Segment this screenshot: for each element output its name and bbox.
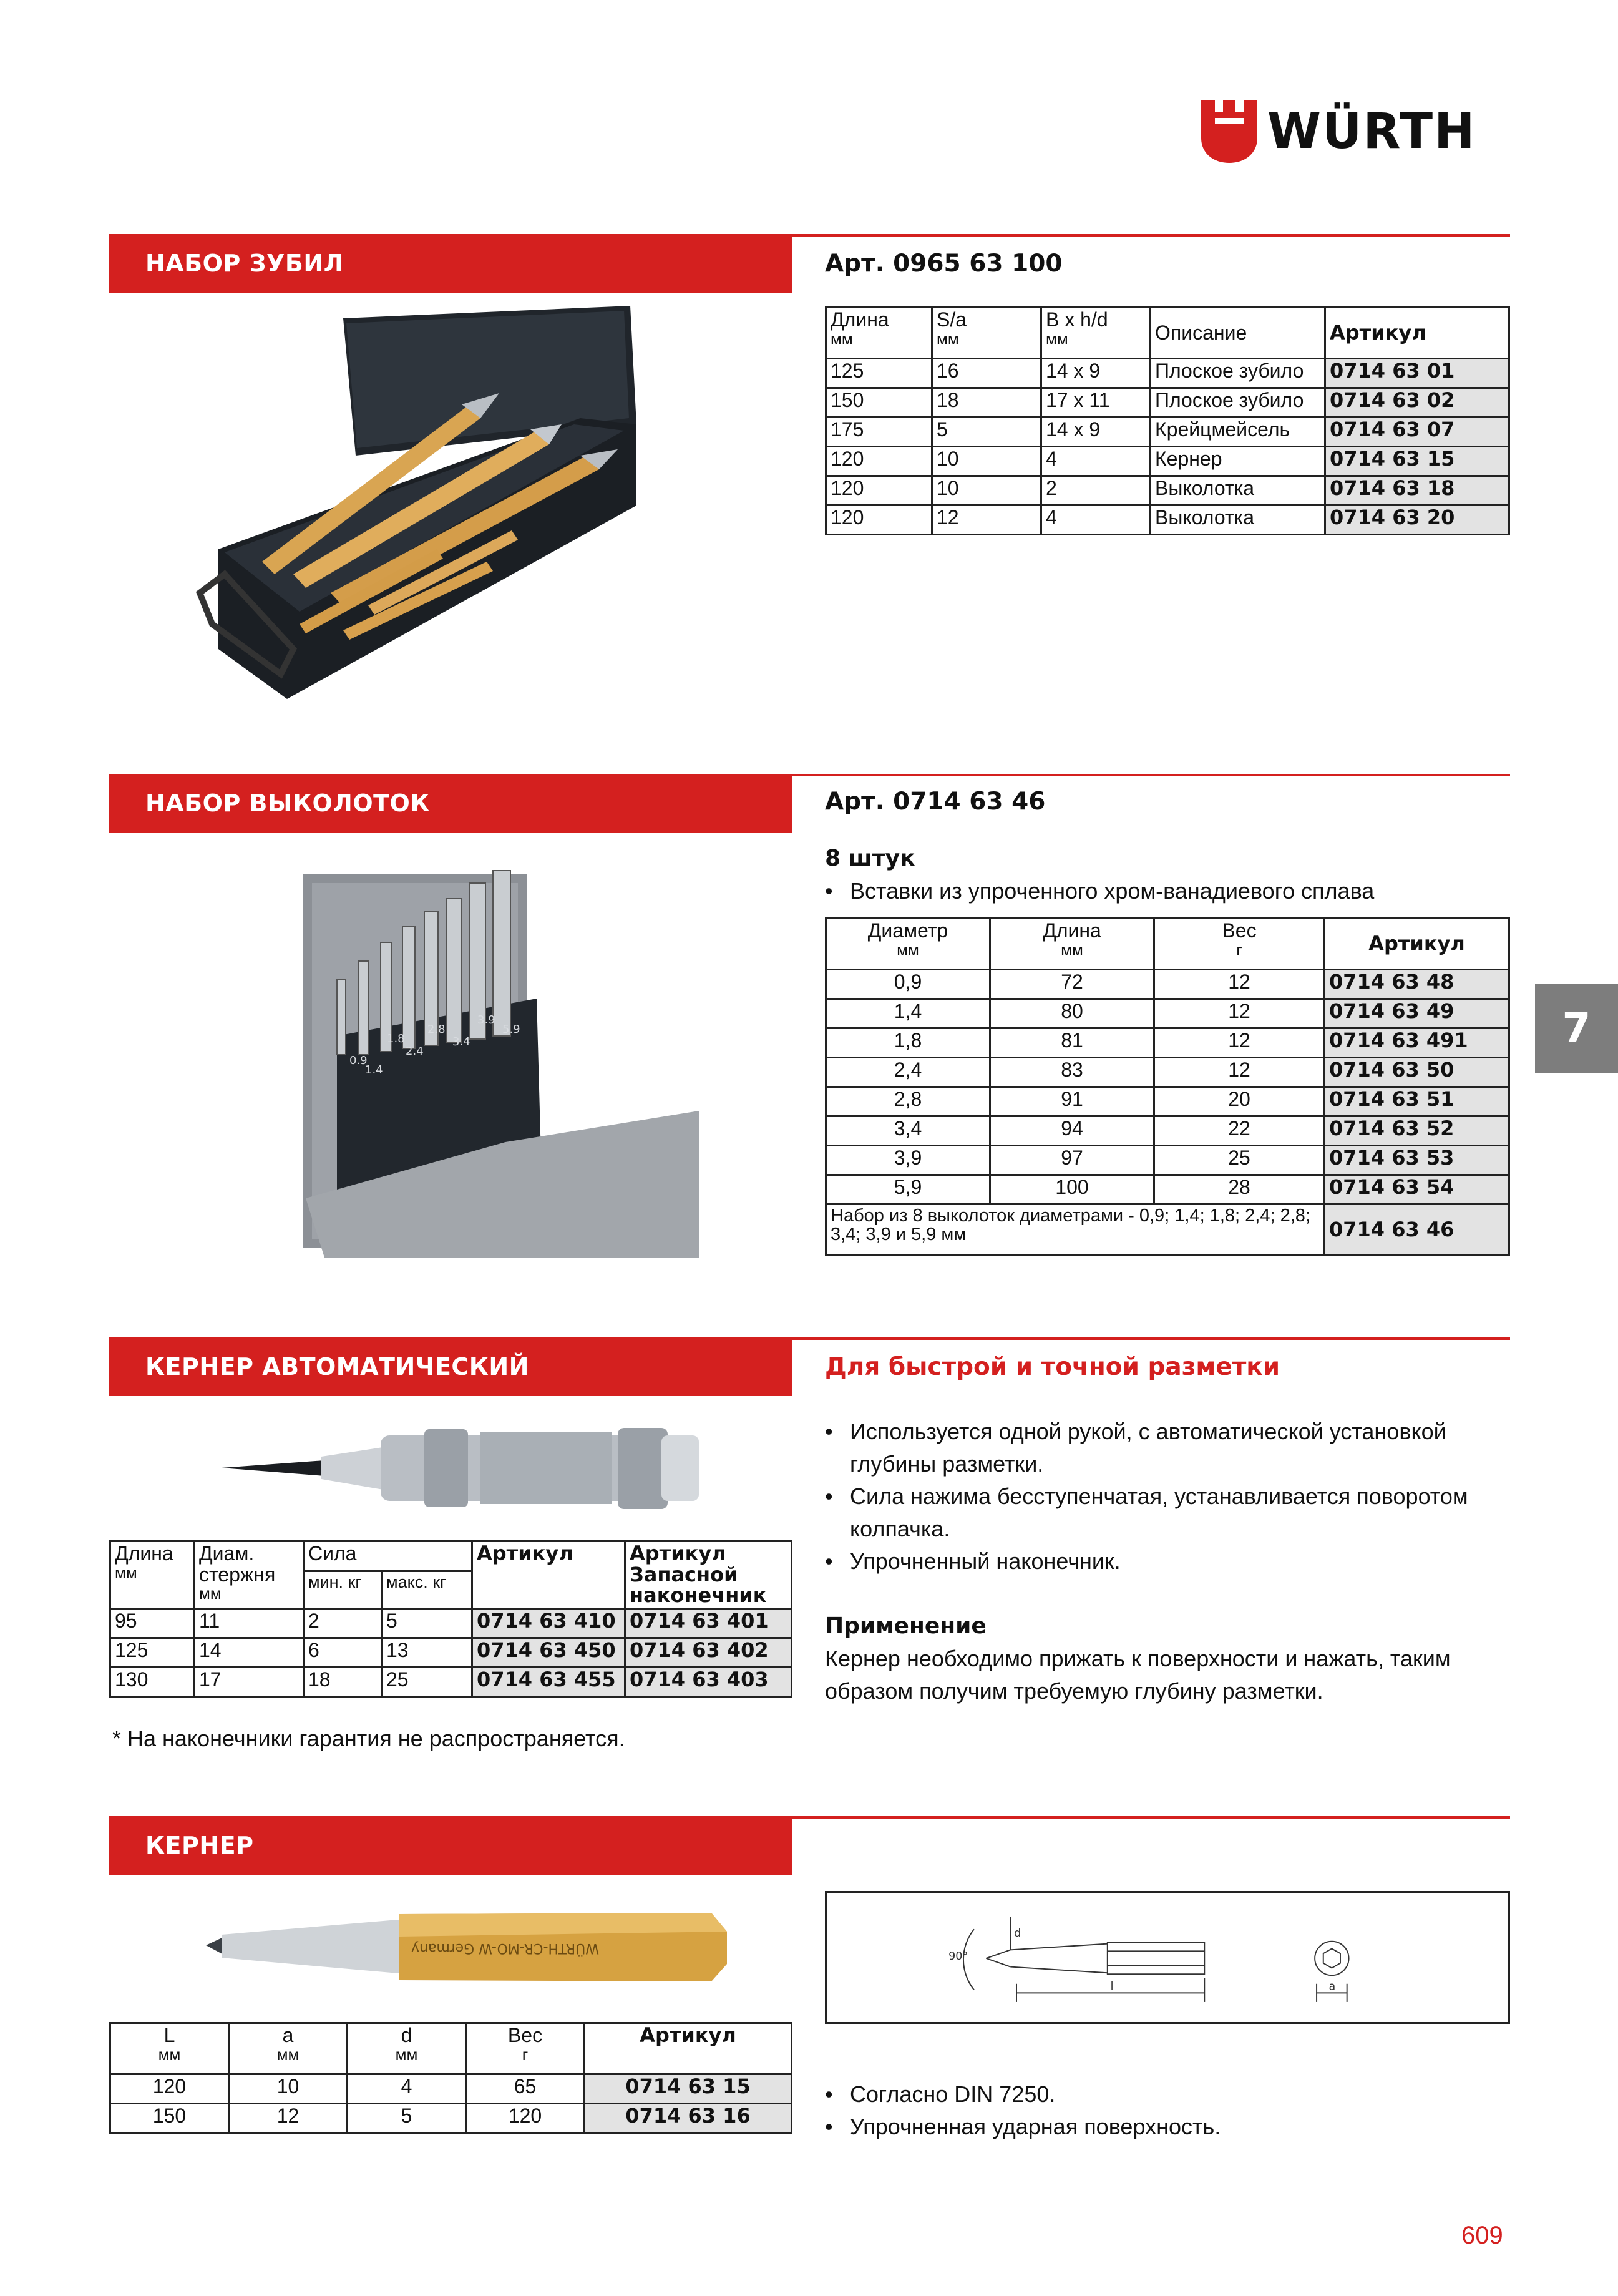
- col-header: a мм: [229, 2023, 348, 2074]
- table-header-row: [110, 1541, 792, 1571]
- chapter-tab[interactable]: 7: [1535, 984, 1618, 1073]
- wurth-logo: [1201, 98, 1476, 165]
- drawing-label-l: l: [1110, 1980, 1114, 1993]
- table-row: 0,9 72 12 0714 63 48: [826, 970, 1509, 999]
- logo-text: WÜRTH: [1267, 104, 1476, 160]
- chisel-set-photo: [187, 300, 749, 724]
- bullet-item: • Согласно DIN 7250.: [825, 2078, 1221, 2111]
- application-title: Применение: [825, 1613, 987, 1639]
- col-header-article: Артикул: [585, 2023, 792, 2074]
- photo-inscription: WÜRTH-CR-MO-W Germany: [411, 1940, 599, 1956]
- table-row: 125 14 6 13 0714 63 450 0714 63 402: [110, 1638, 792, 1667]
- table-row: 120 10 4 Кернер 0714 63 15: [826, 447, 1509, 476]
- col-header: S/a мм: [932, 308, 1041, 359]
- table-header-row: [826, 308, 1509, 359]
- auto-punch-photo: [212, 1417, 711, 1520]
- section-header-auto-punch: КЕРНЕР АВТОМАТИЧЕСКИЙ: [109, 1337, 792, 1396]
- application-text: Кернер необходимо прижать к поверхности и нажать, таким образом получим требуемую глубину разметки.: [825, 1646, 1451, 1704]
- section-header-punch-set: НАБОР ВЫКОЛОТОК: [109, 774, 792, 833]
- table-row: 120 10 2 Выколотка 0714 63 18: [826, 476, 1509, 506]
- photo-label: 1.4: [365, 1063, 383, 1077]
- photo-label: 3.4: [452, 1035, 470, 1048]
- col-header: Диаметр мм: [826, 919, 990, 970]
- bullet-list: [825, 1415, 1511, 1578]
- table-row: 130 17 18 25 0714 63 455 0714 63 403: [110, 1667, 792, 1696]
- pieces-count: 8 штук: [825, 846, 915, 871]
- photo-label: 3.9: [477, 1014, 495, 1027]
- center-punch-table: [109, 2022, 792, 2134]
- bullet-item: • Сила нажима бесступенчатая, устанавливается поворотом колпачка.: [825, 1480, 1511, 1545]
- section-header-center-punch: КЕРНЕР: [109, 1816, 792, 1875]
- bullet-item: • Упрочненный наконечник.: [825, 1545, 1511, 1578]
- col-header: Вес г: [1154, 919, 1325, 970]
- col-header: Описание: [1151, 308, 1325, 359]
- photo-label: 0.9: [349, 1054, 368, 1067]
- auto-punch-table: [109, 1540, 792, 1698]
- table-row: 150 12 5 120 0714 63 16: [110, 2104, 792, 2133]
- footnote: * На наконечники гарантия не распространяется.: [112, 1726, 625, 1751]
- table-row: 150 18 17 x 11 Плоское зубило 0714 63 02: [826, 388, 1509, 418]
- tagline: Для быстрой и точной разметки: [825, 1353, 1280, 1381]
- page-number: 609: [1461, 2222, 1503, 2249]
- col-header-article: Артикул: [1325, 919, 1509, 970]
- table-row: 5,9 100 28 0714 63 54: [826, 1175, 1509, 1204]
- photo-label: 2.8: [427, 1023, 446, 1036]
- table-row: 3,4 94 22 0714 63 52: [826, 1116, 1509, 1146]
- wurth-logo-mark-icon: [1201, 100, 1257, 163]
- table-row: 2,4 83 12 0714 63 50: [826, 1058, 1509, 1087]
- col-header: d мм: [348, 2023, 466, 2074]
- drawing-label-angle: 90°: [948, 1950, 968, 1963]
- section-rule: [792, 1337, 1510, 1340]
- article-number: Арт. 0714 63 46: [825, 788, 1046, 816]
- bullet-list: [825, 2078, 1221, 2143]
- col-header: Сила: [304, 1541, 472, 1571]
- drawing-label-a: a: [1328, 1980, 1336, 1993]
- photo-label: 2.4: [406, 1045, 424, 1058]
- bullet-item: • Используется одной рукой, с автоматической установкой глубины разметки.: [825, 1415, 1511, 1480]
- bullet-item: • Вставки из упроченного хром-ванадиевого сплава: [825, 875, 1374, 907]
- table-row: 120 10 4 65 0714 63 15: [110, 2074, 792, 2104]
- col-header: мин. кг: [304, 1571, 382, 1608]
- table-row: 2,8 91 20 0714 63 51: [826, 1087, 1509, 1116]
- table-row: 120 12 4 Выколотка 0714 63 20: [826, 506, 1509, 535]
- col-header: L мм: [110, 2023, 229, 2074]
- section-rule: [792, 774, 1510, 776]
- col-header-article: Артикул: [1325, 308, 1509, 359]
- chisel-set-table: [825, 306, 1510, 535]
- photo-label: 1.8: [387, 1032, 405, 1045]
- col-header-spare: Артикул Запасной наконечник: [625, 1541, 792, 1609]
- table-row-set: Набор из 8 выколоток диаметрами - 0,9; 1,4; 1,8; 2,4; 2,8; 3,4; 3,9 и 5,9 мм 0714 63 46: [826, 1204, 1509, 1256]
- col-header: Длина мм: [990, 919, 1154, 970]
- table-row: 1,4 80 12 0714 63 49: [826, 999, 1509, 1028]
- col-header: Длина мм: [826, 308, 932, 359]
- col-header: Вес г: [466, 2023, 585, 2074]
- table-row: 3,9 97 25 0714 63 53: [826, 1146, 1509, 1175]
- col-header: Диам. стержня мм: [195, 1541, 304, 1609]
- bullet-item: • Упрочненная ударная поверхность.: [825, 2111, 1221, 2143]
- col-header: макс. кг: [382, 1571, 472, 1608]
- table-row: 95 11 2 5 0714 63 410 0714 63 401: [110, 1608, 792, 1638]
- table-row: 125 16 14 x 9 Плоское зубило 0714 63 01: [826, 359, 1509, 388]
- table-row: 175 5 14 x 9 Крейцмейсель 0714 63 07: [826, 418, 1509, 447]
- section-rule: [792, 1816, 1510, 1819]
- section-rule: [792, 234, 1510, 237]
- col-header-article: Артикул: [472, 1541, 625, 1609]
- punch-set-table: [825, 917, 1510, 1256]
- col-header: Длина мм: [110, 1541, 195, 1609]
- table-row: 1,8 81 12 0714 63 491: [826, 1028, 1509, 1058]
- technical-drawing: [825, 1891, 1510, 2024]
- punch-set-photo: [300, 849, 705, 1258]
- center-punch-photo: [200, 1907, 736, 1988]
- col-header: B x h/d мм: [1041, 308, 1151, 359]
- photo-label: 5.9: [502, 1023, 520, 1036]
- drawing-label-d: d: [1014, 1927, 1021, 1940]
- article-number: Арт. 0965 63 100: [825, 250, 1063, 278]
- section-header-chisel-set: НАБОР ЗУБИЛ: [109, 234, 792, 293]
- table-header-row: [826, 919, 1509, 970]
- table-header-row: [110, 2023, 792, 2074]
- bullet-list: [825, 875, 1374, 907]
